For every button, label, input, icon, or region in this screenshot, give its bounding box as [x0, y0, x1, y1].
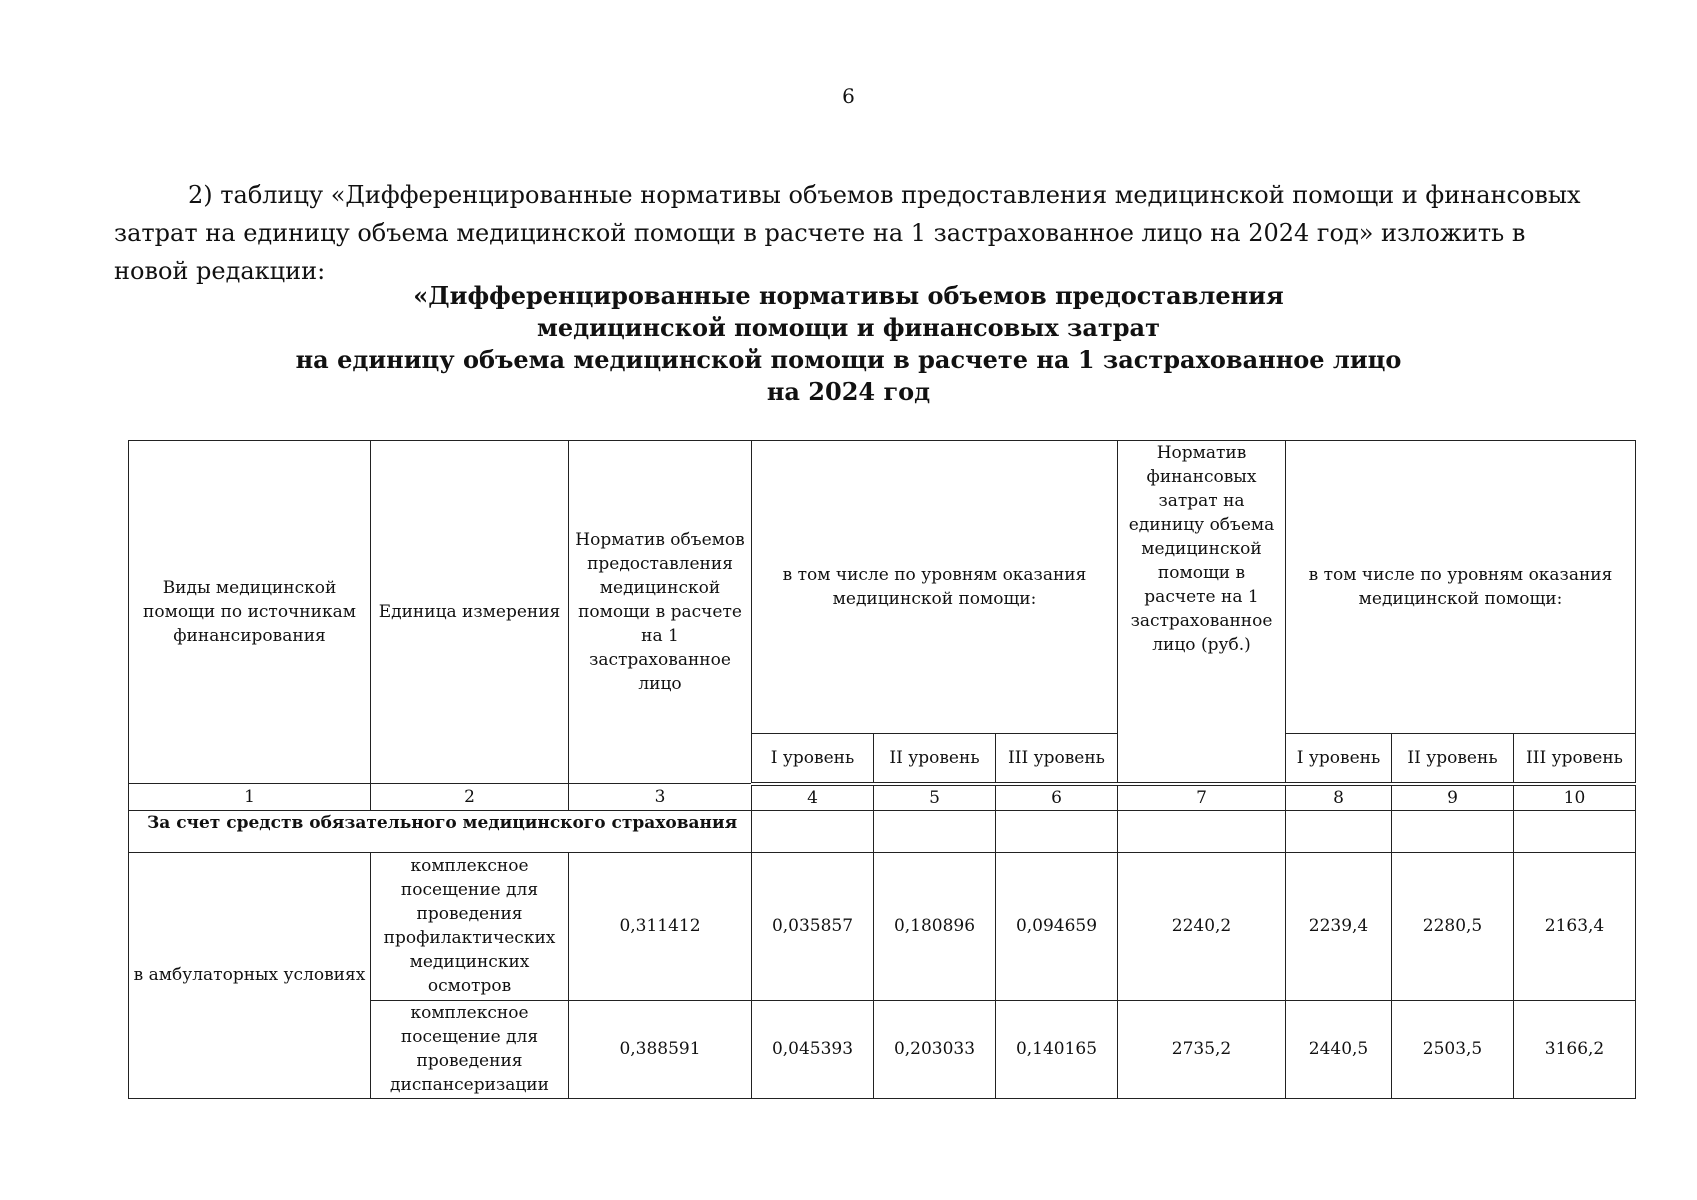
empty-cell	[752, 810, 874, 852]
header-unit: Единица измерения	[371, 441, 569, 784]
empty-cell	[874, 810, 996, 852]
column-number: 7	[1118, 784, 1286, 811]
column-number: 6	[996, 784, 1118, 811]
column-number: 9	[1392, 784, 1514, 811]
header-types: Виды медицинской помощи по источникам финансирования	[129, 441, 371, 784]
finance-level-3-cell: 2163,4	[1514, 852, 1636, 1000]
level-3-cell: 0,094659	[996, 852, 1118, 1000]
title-line: «Дифференцированные нормативы объемов предоставления	[413, 281, 1284, 310]
page-number: 6	[842, 84, 855, 108]
column-number: 4	[752, 784, 874, 811]
level-2-cell: 0,180896	[874, 852, 996, 1000]
column-number: 8	[1286, 784, 1392, 811]
header-finance-level-3: III уровень	[1514, 734, 1636, 784]
finance-cell: 2240,2	[1118, 852, 1286, 1000]
section-row	[129, 810, 1636, 852]
level-1-cell: 0,045393	[752, 1000, 874, 1098]
unit-cell: комплексное посещение для проведения диспансеризации	[371, 1000, 569, 1098]
level-1-cell: 0,035857	[752, 852, 874, 1000]
volume-cell: 0,388591	[569, 1000, 752, 1098]
level-3-cell: 0,140165	[996, 1000, 1118, 1098]
header-level-1: I уровень	[752, 734, 874, 784]
intro-paragraph: 2) таблицу «Дифференцированные нормативы объемов предоставления медицинской помощи и финансовых затрат на единицу объема медицинской помощи в расчете на 1 застрахованное лицо на 2024 год» изложить в новой редакции:	[114, 181, 1581, 285]
finance-level-2-cell: 2503,5	[1392, 1000, 1514, 1098]
empty-cell	[996, 810, 1118, 852]
column-number: 5	[874, 784, 996, 811]
finance-level-2-cell: 2280,5	[1392, 852, 1514, 1000]
finance-level-3-cell: 3166,2	[1514, 1000, 1636, 1098]
finance-cell: 2735,2	[1118, 1000, 1286, 1098]
header-finance-norm: Норматив финансовых затрат на единицу объема медицинской помощи в расчете на 1 застрахованное лицо (руб.)	[1118, 441, 1286, 734]
header-volume-levels: в том числе по уровням оказания медицинской помощи:	[752, 441, 1118, 734]
finance-level-1-cell: 2440,5	[1286, 1000, 1392, 1098]
empty-cell	[1514, 810, 1636, 852]
finance-level-1-cell: 2239,4	[1286, 852, 1392, 1000]
column-number: 3	[569, 784, 752, 811]
table-title	[0, 280, 1697, 408]
norms-table	[128, 440, 1636, 1099]
title-line: медицинской помощи и финансовых затрат	[537, 313, 1160, 342]
column-number: 1	[129, 784, 371, 811]
table-row	[129, 852, 1636, 1000]
level-2-cell: 0,203033	[874, 1000, 996, 1098]
volume-cell: 0,311412	[569, 852, 752, 1000]
empty-cell	[1118, 810, 1286, 852]
header-finance-norm-cont	[1118, 734, 1286, 784]
column-number: 10	[1514, 784, 1636, 811]
column-number: 2	[371, 784, 569, 811]
section-heading: За счет средств обязательного медицинского страхования	[129, 810, 752, 852]
header-finance-levels: в том числе по уровням оказания медицинской помощи:	[1286, 441, 1636, 734]
group-label: в амбулаторных условиях	[129, 852, 371, 1098]
unit-cell: комплексное посещение для проведения профилактических медицинских осмотров	[371, 852, 569, 1000]
column-numbers-row	[129, 784, 1636, 811]
title-line: на 2024 год	[766, 377, 931, 406]
title-line: на единицу объема медицинской помощи в расчете на 1 застрахованное лицо	[295, 345, 1402, 374]
header-finance-level-1: I уровень	[1286, 734, 1392, 784]
header-level-3: III уровень	[996, 734, 1118, 784]
empty-cell	[1286, 810, 1392, 852]
header-finance-level-2: II уровень	[1392, 734, 1514, 784]
header-level-2: II уровень	[874, 734, 996, 784]
header-volume-norm: Норматив объемов предоставления медицинской помощи в расчете на 1 застрахованное лицо	[569, 441, 752, 784]
empty-cell	[1392, 810, 1514, 852]
